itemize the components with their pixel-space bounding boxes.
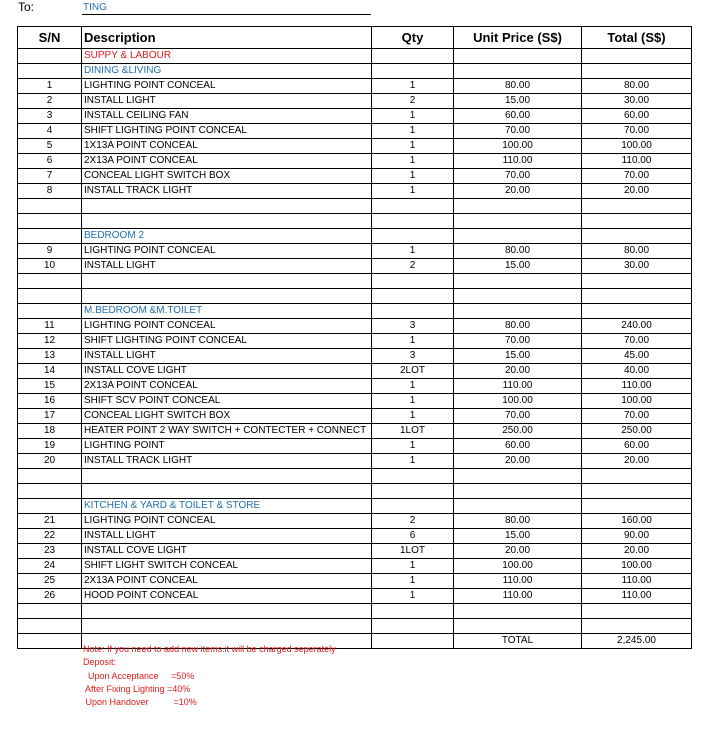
cell-total: 45.00 (582, 349, 692, 364)
cell-qty: 1 (372, 409, 454, 424)
cell-description: INSTALL LIGHT (82, 94, 372, 109)
cell-sn (18, 199, 82, 214)
cell-sn (18, 289, 82, 304)
table-row (18, 439, 692, 454)
cell-sn: 24 (18, 559, 82, 574)
cell-unit-price (454, 304, 582, 319)
col-header-description: Description (82, 27, 372, 49)
cell-qty (372, 304, 454, 319)
cell-sn: 20 (18, 454, 82, 469)
cell-total: 30.00 (582, 259, 692, 274)
cell-qty (372, 499, 454, 514)
cell-sn: 21 (18, 514, 82, 529)
cell-total: 160.00 (582, 514, 692, 529)
col-header-sn: S/N (18, 27, 82, 49)
cell-unit-price: 80.00 (454, 244, 582, 259)
cell-description: INSTALL LIGHT (82, 349, 372, 364)
table-row (18, 319, 692, 334)
cell-qty (372, 64, 454, 79)
cell-sn: 9 (18, 244, 82, 259)
col-header-unit-price: Unit Price (S$) (454, 27, 582, 49)
cell-description (82, 469, 372, 484)
cell-total (582, 274, 692, 289)
table-row (18, 559, 692, 574)
cell-unit-price (454, 49, 582, 64)
cell-total: 110.00 (582, 154, 692, 169)
cell-unit-price: 110.00 (454, 574, 582, 589)
cell-qty (372, 619, 454, 634)
cell-qty: 1 (372, 334, 454, 349)
cell-total: 110.00 (582, 589, 692, 604)
cell-total: 110.00 (582, 574, 692, 589)
table-header-row (18, 27, 692, 49)
cell-unit-price (454, 499, 582, 514)
cell-description: LIGHTING POINT (82, 439, 372, 454)
cell-total: 20.00 (582, 454, 692, 469)
cell-qty (372, 229, 454, 244)
cell-description: DINING &LIVING (82, 64, 372, 79)
table-row (18, 574, 692, 589)
cell-sn (18, 64, 82, 79)
cell-description: HOOD POINT CONCEAL (82, 589, 372, 604)
cell-sn: 11 (18, 319, 82, 334)
cell-description: HEATER POINT 2 WAY SWITCH + CONTECTER + CONNECT (82, 424, 372, 439)
cell-qty: 2 (372, 259, 454, 274)
cell-unit-price (454, 469, 582, 484)
section-row (18, 304, 692, 319)
cell-qty: 3 (372, 349, 454, 364)
cell-sn: 18 (18, 424, 82, 439)
table-row (18, 469, 692, 484)
table-row (18, 484, 692, 499)
cell-qty (372, 214, 454, 229)
cell-qty: 1 (372, 559, 454, 574)
cell-qty: 1 (372, 79, 454, 94)
cell-description: LIGHTING POINT CONCEAL (82, 244, 372, 259)
note-line: After Fixing Lighting =40% (83, 683, 191, 694)
cell-unit-price (454, 214, 582, 229)
cell-sn: 3 (18, 109, 82, 124)
cell-description: SHIFT SCV POINT CONCEAL (82, 394, 372, 409)
cell-unit-price: TOTAL (454, 634, 582, 649)
cell-total: 20.00 (582, 544, 692, 559)
cell-total: 80.00 (582, 79, 692, 94)
cell-total: 80.00 (582, 244, 692, 259)
cell-qty: 1 (372, 154, 454, 169)
table-row (18, 289, 692, 304)
cell-sn: 7 (18, 169, 82, 184)
cell-description: SHIFT LIGHT SWITCH CONCEAL (82, 559, 372, 574)
cell-sn: 16 (18, 394, 82, 409)
cell-qty (372, 49, 454, 64)
cell-sn: 19 (18, 439, 82, 454)
cell-unit-price: 100.00 (454, 139, 582, 154)
cell-description: BEDROOM 2 (82, 229, 372, 244)
cell-qty (372, 484, 454, 499)
cell-qty: 2 (372, 94, 454, 109)
cell-sn (18, 604, 82, 619)
cell-total: 60.00 (582, 439, 692, 454)
col-header-total: Total (S$) (582, 27, 692, 49)
cell-description (82, 604, 372, 619)
cell-sn: 8 (18, 184, 82, 199)
table-row (18, 379, 692, 394)
cell-description: INSTALL LIGHT (82, 259, 372, 274)
section-row (18, 49, 692, 64)
table-row (18, 109, 692, 124)
to-label: To: (18, 0, 35, 14)
cell-total (582, 484, 692, 499)
cell-total: 100.00 (582, 559, 692, 574)
table-row (18, 394, 692, 409)
cell-sn: 17 (18, 409, 82, 424)
table-row (18, 364, 692, 379)
cell-sn: 4 (18, 124, 82, 139)
cell-unit-price (454, 484, 582, 499)
section-row (18, 229, 692, 244)
cell-qty (372, 274, 454, 289)
cell-description: SHIFT LIGHTING POINT CONCEAL (82, 124, 372, 139)
table-row (18, 184, 692, 199)
cell-qty: 2 (372, 514, 454, 529)
cell-total (582, 214, 692, 229)
cell-description: 1X13A POINT CONCEAL (82, 139, 372, 154)
cell-unit-price: 60.00 (454, 439, 582, 454)
table-row (18, 514, 692, 529)
to-underline (82, 14, 371, 15)
cell-qty: 1 (372, 589, 454, 604)
cell-sn (18, 619, 82, 634)
cell-total (582, 469, 692, 484)
table-row (18, 604, 692, 619)
cell-description (82, 289, 372, 304)
cell-description: INSTALL TRACK LIGHT (82, 454, 372, 469)
cell-unit-price: 70.00 (454, 124, 582, 139)
cell-sn: 25 (18, 574, 82, 589)
section-row (18, 499, 692, 514)
cell-description (82, 484, 372, 499)
cell-total (582, 199, 692, 214)
table-row (18, 349, 692, 364)
cell-unit-price: 100.00 (454, 394, 582, 409)
table-row (18, 79, 692, 94)
cell-description: SHIFT LIGHTING POINT CONCEAL (82, 334, 372, 349)
cell-unit-price: 20.00 (454, 454, 582, 469)
table-row (18, 589, 692, 604)
cell-sn (18, 49, 82, 64)
cell-qty: 1 (372, 139, 454, 154)
table-row (18, 529, 692, 544)
cell-sn (18, 229, 82, 244)
cell-unit-price (454, 64, 582, 79)
cell-description: LIGHTING POINT CONCEAL (82, 79, 372, 94)
cell-description: INSTALL COVE LIGHT (82, 544, 372, 559)
cell-total: 20.00 (582, 184, 692, 199)
cell-description: SUPPY & LABOUR (82, 49, 372, 64)
cell-qty: 6 (372, 529, 454, 544)
cell-total (582, 499, 692, 514)
section-row (18, 64, 692, 79)
cell-qty (372, 289, 454, 304)
cell-total: 60.00 (582, 109, 692, 124)
note-line: Deposit: (83, 657, 117, 668)
cell-sn (18, 274, 82, 289)
cell-qty: 1 (372, 244, 454, 259)
table-row (18, 409, 692, 424)
cell-unit-price (454, 199, 582, 214)
cell-sn: 1 (18, 79, 82, 94)
cell-sn (18, 634, 82, 649)
cell-qty: 1 (372, 109, 454, 124)
col-header-qty: Qty (372, 27, 454, 49)
table-row (18, 259, 692, 274)
cell-description: CONCEAL LIGHT SWITCH BOX (82, 169, 372, 184)
cell-sn: 6 (18, 154, 82, 169)
cell-total (582, 229, 692, 244)
cell-total (582, 49, 692, 64)
cell-unit-price: 20.00 (454, 184, 582, 199)
cell-sn: 15 (18, 379, 82, 394)
cell-description: KITCHEN & YARD & TOILET & STORE (82, 499, 372, 514)
cell-unit-price: 80.00 (454, 79, 582, 94)
table-row (18, 334, 692, 349)
note-line: Note: If you need to add new items.it will be charged seperately (83, 644, 336, 654)
cell-sn (18, 469, 82, 484)
cell-unit-price: 110.00 (454, 379, 582, 394)
cell-qty: 1 (372, 454, 454, 469)
table-row (18, 169, 692, 184)
cell-qty: 1LOT (372, 424, 454, 439)
cell-sn (18, 304, 82, 319)
cell-description (82, 274, 372, 289)
cell-unit-price: 15.00 (454, 94, 582, 109)
cell-description: M.BEDROOM &M.TOILET (82, 304, 372, 319)
cell-total (582, 619, 692, 634)
cell-total: 250.00 (582, 424, 692, 439)
cell-qty: 1LOT (372, 544, 454, 559)
note-line: Upon Acceptance =50% (83, 670, 195, 681)
cell-total: 30.00 (582, 94, 692, 109)
cell-sn (18, 499, 82, 514)
table-row (18, 544, 692, 559)
cell-total: 2,245.00 (582, 634, 692, 649)
cell-qty: 1 (372, 394, 454, 409)
cell-unit-price (454, 289, 582, 304)
cell-total: 240.00 (582, 319, 692, 334)
cell-sn: 14 (18, 364, 82, 379)
cell-unit-price: 70.00 (454, 409, 582, 424)
cell-unit-price: 80.00 (454, 319, 582, 334)
cell-total (582, 64, 692, 79)
quotation-table (17, 26, 692, 649)
cell-total: 40.00 (582, 364, 692, 379)
cell-qty: 3 (372, 319, 454, 334)
cell-qty (372, 469, 454, 484)
table-row (18, 424, 692, 439)
cell-unit-price: 15.00 (454, 529, 582, 544)
cell-description: 2X13A POINT CONCEAL (82, 379, 372, 394)
cell-description: INSTALL COVE LIGHT (82, 364, 372, 379)
table-row (18, 214, 692, 229)
cell-description: 2X13A POINT CONCEAL (82, 154, 372, 169)
cell-sn: 2 (18, 94, 82, 109)
cell-unit-price (454, 619, 582, 634)
cell-unit-price: 70.00 (454, 169, 582, 184)
cell-sn: 12 (18, 334, 82, 349)
notes-block (83, 643, 336, 709)
table-row (18, 199, 692, 214)
cell-sn: 26 (18, 589, 82, 604)
table-row (18, 244, 692, 259)
cell-total: 70.00 (582, 124, 692, 139)
cell-sn (18, 484, 82, 499)
cell-total: 90.00 (582, 529, 692, 544)
cell-description: INSTALL LIGHT (82, 529, 372, 544)
cell-qty: 1 (372, 124, 454, 139)
cell-qty: 2LOT (372, 364, 454, 379)
cell-unit-price: 250.00 (454, 424, 582, 439)
cell-description: INSTALL TRACK LIGHT (82, 184, 372, 199)
cell-description: CONCEAL LIGHT SWITCH BOX (82, 409, 372, 424)
cell-description: INSTALL CEILING FAN (82, 109, 372, 124)
cell-sn: 23 (18, 544, 82, 559)
cell-unit-price: 15.00 (454, 259, 582, 274)
cell-qty: 1 (372, 379, 454, 394)
cell-total: 70.00 (582, 334, 692, 349)
note-line: Upon Handover =10% (83, 697, 197, 708)
cell-total: 70.00 (582, 169, 692, 184)
cell-unit-price: 20.00 (454, 544, 582, 559)
cell-description: LIGHTING POINT CONCEAL (82, 514, 372, 529)
cell-unit-price: 60.00 (454, 109, 582, 124)
cell-unit-price: 110.00 (454, 589, 582, 604)
cell-description: LIGHTING POINT CONCEAL (82, 319, 372, 334)
table-row (18, 454, 692, 469)
cell-unit-price: 100.00 (454, 559, 582, 574)
cell-sn: 22 (18, 529, 82, 544)
cell-qty: 1 (372, 439, 454, 454)
cell-sn (18, 214, 82, 229)
cell-unit-price (454, 604, 582, 619)
cell-total (582, 289, 692, 304)
cell-qty (372, 199, 454, 214)
cell-unit-price: 80.00 (454, 514, 582, 529)
to-value: TING (83, 2, 107, 13)
cell-description (82, 214, 372, 229)
table-row (18, 94, 692, 109)
cell-total: 110.00 (582, 379, 692, 394)
cell-total: 100.00 (582, 139, 692, 154)
cell-sn: 5 (18, 139, 82, 154)
cell-total (582, 604, 692, 619)
cell-unit-price (454, 229, 582, 244)
table-row (18, 274, 692, 289)
cell-unit-price: 70.00 (454, 334, 582, 349)
cell-sn: 10 (18, 259, 82, 274)
cell-unit-price: 110.00 (454, 154, 582, 169)
cell-total (582, 304, 692, 319)
cell-qty: 1 (372, 184, 454, 199)
cell-description: 2X13A POINT CONCEAL (82, 574, 372, 589)
cell-total: 100.00 (582, 394, 692, 409)
cell-qty (372, 604, 454, 619)
cell-unit-price (454, 274, 582, 289)
cell-total: 70.00 (582, 409, 692, 424)
cell-qty: 1 (372, 169, 454, 184)
table-row (18, 139, 692, 154)
table-row (18, 619, 692, 634)
cell-unit-price: 20.00 (454, 364, 582, 379)
table-body (18, 49, 692, 649)
table-row (18, 154, 692, 169)
cell-qty (372, 634, 454, 649)
cell-qty: 1 (372, 574, 454, 589)
cell-description (82, 199, 372, 214)
cell-description (82, 619, 372, 634)
table-row (18, 124, 692, 139)
cell-unit-price: 15.00 (454, 349, 582, 364)
cell-sn: 13 (18, 349, 82, 364)
